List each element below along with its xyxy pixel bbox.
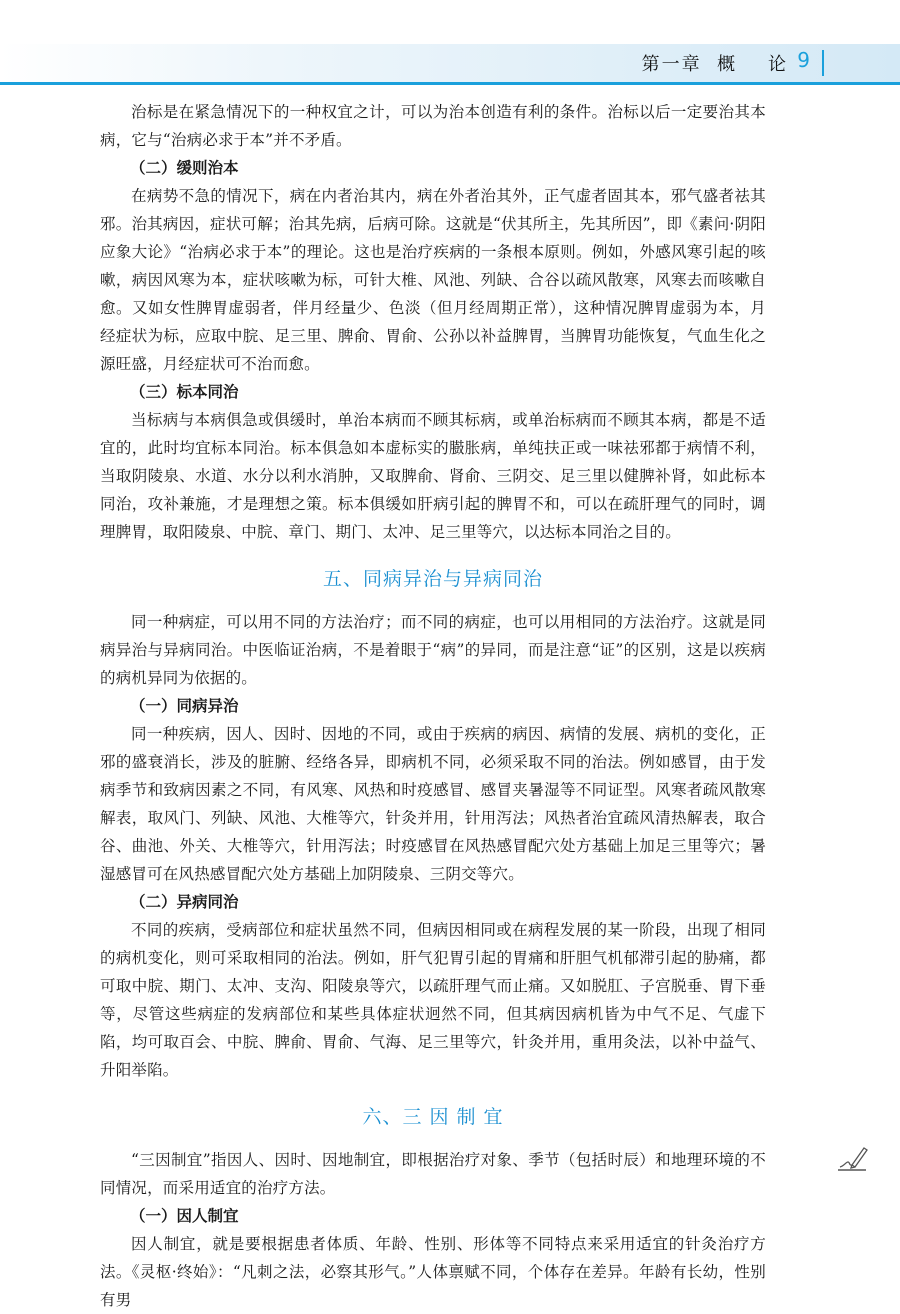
note-pen-icon xyxy=(834,1140,870,1176)
page-body xyxy=(100,98,766,1314)
paragraph: 当标病与本病俱急或俱缓时，单治本病而不顾其标病，或单治标病而不顾其本病，都是不适宜的，此时均宜标本同治。标本俱急如本虚标实的臌胀病，单纯扶正或一味祛邪都于病情不利，当取阴陵泉、水道、水分以利水消肿，又取脾俞、肾俞、三阴交、足三里以健脾补肾，如此标本同治，攻补兼施，才是理想之策。标本俱缓如肝病引起的脾胃不和，可以在疏肝理气的同时，调理脾胃，取阳陵泉、中脘、章门、期门、太冲、足三里等穴，以达标本同治之目的。 xyxy=(100,411,766,541)
header-divider xyxy=(822,50,824,76)
subheading: （二）异病同治 xyxy=(130,893,239,911)
paragraph: 治标是在紧急情况下的一种权宜之计，可以为治本创造有利的条件。治标以后一定要治其本病，它与“治病必求于本”并不矛盾。 xyxy=(100,103,766,149)
chapter-title: 第一章 概 论 xyxy=(641,54,788,75)
subheading: （三）标本同治 xyxy=(130,383,239,401)
section-heading: 六、三 因 制 宜 xyxy=(362,1106,504,1128)
paragraph: 不同的疾病，受病部位和症状虽然不同，但病因相同或在病程发展的某一阶段，出现了相同的病机变化，则可采取相同的治法。例如，肝气犯胃引起的胃痛和肝胆气机郁滞引起的胁痛，都可取中脘、期门、太冲、支沟、阳陵泉等穴，以疏肝理气而止痛。又如脱肛、子宫脱垂、胃下垂等，尽管这些病症的发病部位和某些具体症状迥然不同，但其病因病机皆为中气不足、气虚下陷，均可取百会、中脘、脾俞、胃俞、气海、足三里等穴，针灸并用，重用灸法，以补中益气、升阳举陷。 xyxy=(100,921,766,1079)
page-number: 9 xyxy=(797,48,810,72)
paragraph: 因人制宜，就是要根据患者体质、年龄、性别、形体等不同特点来采用适宜的针灸治疗方法。《灵枢·终始》：“凡刺之法，必察其形气。”人体禀赋不同，个体存在差异。年龄有长幼，性别有男 xyxy=(100,1235,766,1309)
header-rule xyxy=(0,82,900,85)
section-heading: 五、同病异治与异病同治 xyxy=(322,568,543,590)
page-header xyxy=(0,0,900,96)
subheading: （一）同病异治 xyxy=(130,697,239,715)
paragraph: “三因制宜”指因人、因时、因地制宜，即根据治疗对象、季节（包括时辰）和地理环境的不同情况，而采用适宜的治疗方法。 xyxy=(100,1151,766,1197)
subheading: （一）因人制宜 xyxy=(130,1207,239,1225)
paragraph: 在病势不急的情况下，病在内者治其内，病在外者治其外，正气虚者固其本，邪气盛者祛其邪。治其病因，症状可解；治其先病，后病可除。这就是“伏其所主，先其所因”，即《素问·阴阳应象大论》“治病必求于本”的理论。这也是治疗疾病的一条根本原则。例如，外感风寒引起的咳嗽，病因风寒为本，症状咳嗽为标，可针大椎、风池、列缺、合谷以疏风散寒，风寒去而咳嗽自愈。又如女性脾胃虚弱者，伴月经量少、色淡（但月经周期正常），这种情况脾胃虚弱为本，月经症状为标，应取中脘、足三里、脾俞、胃俞、公孙以补益脾胃，当脾胃功能恢复，气血生化之源旺盛，月经症状可不治而愈。 xyxy=(100,187,766,373)
paragraph: 同一种病症，可以用不同的方法治疗；而不同的病症，也可以用相同的方法治疗。这就是同病异治与异病同治。中医临证治病，不是着眼于“病”的异同，而是注意“证”的区别，这是以疾病的病机异同为依据的。 xyxy=(100,613,766,687)
subheading: （二）缓则治本 xyxy=(130,159,239,177)
paragraph: 同一种疾病，因人、因时、因地的不同，或由于疾病的病因、病情的发展、病机的变化，正邪的盛衰消长，涉及的脏腑、经络各异，即病机不同，必须采取不同的治法。例如感冒，由于发病季节和致病因素之不同，有风寒、风热和时疫感冒、感冒夹暑湿等不同证型。风寒者疏风散寒解表，取风门、列缺、风池、大椎等穴，针灸并用，针用泻法；风热者治宜疏风清热解表，取合谷、曲池、外关、大椎等穴，针用泻法；时疫感冒在风热感冒配穴处方基础上加足三里等穴；暑湿感冒可在风热感冒配穴处方基础上加阴陵泉、三阴交等穴。 xyxy=(100,725,766,883)
